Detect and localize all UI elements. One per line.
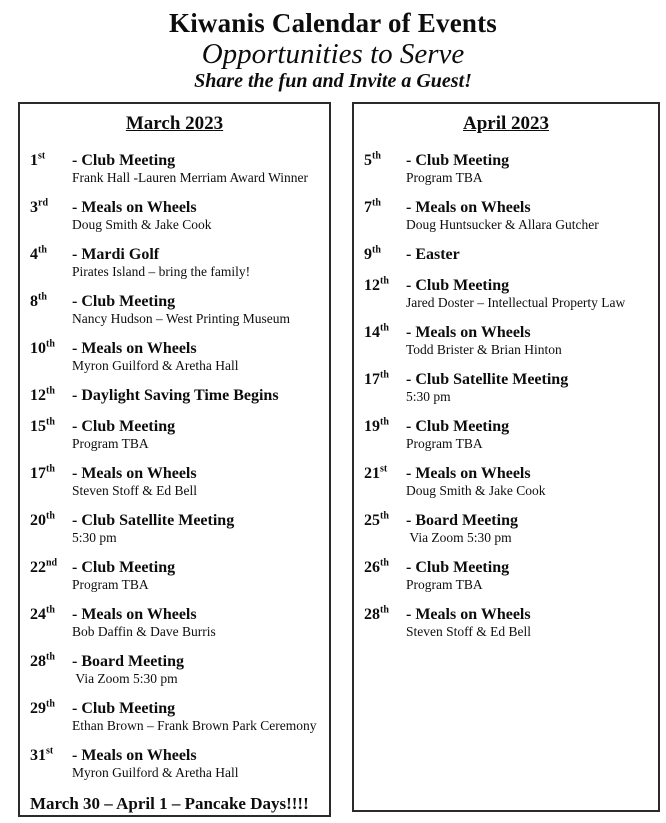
event-detail: Myron Guilford & Aretha Hall xyxy=(72,358,239,373)
event-row xyxy=(30,605,321,640)
event-day: 9th xyxy=(364,244,381,263)
event-day: 5th xyxy=(364,150,381,169)
event-title: - Club Satellite Meeting xyxy=(406,371,569,388)
event-detail: Steven Stoff & Ed Bell xyxy=(72,483,197,498)
event-row xyxy=(364,511,650,546)
event-row xyxy=(30,746,321,781)
event-detail: Myron Guilford & Aretha Hall xyxy=(72,765,239,780)
event-title: - Daylight Saving Time Begins xyxy=(72,387,279,404)
event-detail: Pirates Island – bring the family! xyxy=(72,264,251,279)
page-subtitle: Opportunities to Serve xyxy=(201,38,465,70)
event-row xyxy=(364,276,650,311)
event-day: 28th xyxy=(30,651,55,670)
event-row xyxy=(30,292,321,327)
event-title: - Meals on Wheels xyxy=(406,606,531,623)
event-detail: Program TBA xyxy=(72,577,149,592)
event-detail: Doug Huntsucker & Allara Gutcher xyxy=(406,217,599,232)
event-detail: Jared Doster – Intellectual Property Law xyxy=(406,295,626,310)
event-day: 19th xyxy=(364,416,389,435)
event-day: 31st xyxy=(30,745,54,764)
event-row xyxy=(30,198,321,233)
event-detail: 5:30 pm xyxy=(72,530,117,545)
event-detail: Ethan Brown – Frank Brown Park Ceremony xyxy=(72,718,317,733)
event-day: 3rd xyxy=(30,197,48,216)
event-title: - Meals on Wheels xyxy=(72,199,197,216)
document-header xyxy=(0,7,666,93)
event-title: - Meals on Wheels xyxy=(406,465,531,482)
event-day: 25th xyxy=(364,510,389,529)
event-day: 4th xyxy=(30,244,47,263)
event-row xyxy=(364,370,650,405)
event-title: - Meals on Wheels xyxy=(406,324,531,341)
event-title: - Club Meeting xyxy=(406,559,510,576)
event-title: - Board Meeting xyxy=(406,512,518,529)
event-day: 24th xyxy=(30,604,55,623)
month-panel-april xyxy=(352,102,660,812)
event-row xyxy=(30,245,321,280)
event-title: - Club Meeting xyxy=(406,277,510,294)
event-detail: Program TBA xyxy=(406,577,483,592)
event-day: 14th xyxy=(364,322,389,341)
event-title: - Board Meeting xyxy=(72,653,184,670)
event-title: - Club Meeting xyxy=(406,152,510,169)
event-detail: Via Zoom 5:30 pm xyxy=(72,671,178,686)
event-detail: Doug Smith & Jake Cook xyxy=(72,217,212,232)
event-detail: Frank Hall -Lauren Merriam Award Winner xyxy=(72,170,309,185)
event-detail: Bob Daffin & Dave Burris xyxy=(72,624,216,639)
event-day: 20th xyxy=(30,510,55,529)
event-day: 8th xyxy=(30,291,47,310)
event-detail: Via Zoom 5:30 pm xyxy=(406,530,512,545)
event-title: - Meals on Wheels xyxy=(72,606,197,623)
event-title: - Mardi Golf xyxy=(72,246,160,263)
event-day: 12th xyxy=(30,385,55,404)
event-row xyxy=(364,417,650,452)
event-day: 12th xyxy=(364,275,389,294)
event-row xyxy=(30,558,321,593)
event-row xyxy=(30,151,321,186)
month-heading-march: March 2023 xyxy=(125,113,224,134)
event-day: 21st xyxy=(364,463,388,482)
event-day: 28th xyxy=(364,604,389,623)
event-title: - Club Meeting xyxy=(72,418,176,435)
page-title: Kiwanis Calendar of Events xyxy=(169,8,497,38)
event-detail: 5:30 pm xyxy=(406,389,451,404)
event-day: 17th xyxy=(364,369,389,388)
event-row xyxy=(364,151,650,186)
event-title: - Club Meeting xyxy=(72,559,176,576)
event-title: - Meals on Wheels xyxy=(72,340,197,357)
event-title: - Easter xyxy=(406,246,460,263)
event-row xyxy=(30,511,321,546)
event-title: - Club Meeting xyxy=(406,418,510,435)
event-title: - Meals on Wheels xyxy=(72,465,197,482)
event-row xyxy=(364,558,650,593)
event-title: - Club Meeting xyxy=(72,700,176,717)
event-detail: Program TBA xyxy=(406,436,483,451)
event-day: 17th xyxy=(30,463,55,482)
event-row xyxy=(30,386,321,405)
event-detail: Program TBA xyxy=(72,436,149,451)
event-day: 1st xyxy=(30,150,46,169)
event-detail: Todd Brister & Brian Hinton xyxy=(406,342,562,357)
event-title: - Meals on Wheels xyxy=(72,747,197,764)
event-detail: Nancy Hudson – West Printing Museum xyxy=(72,311,291,326)
event-title: - Club Meeting xyxy=(72,293,176,310)
event-title: - Meals on Wheels xyxy=(406,199,531,216)
event-title: - Club Meeting xyxy=(72,152,176,169)
pancake-days-note: March 30 – April 1 – Pancake Days!!!! xyxy=(30,794,309,813)
event-row xyxy=(30,464,321,499)
event-row xyxy=(30,699,321,734)
event-day: 10th xyxy=(30,338,55,357)
event-detail: Steven Stoff & Ed Bell xyxy=(406,624,531,639)
event-row xyxy=(30,652,321,687)
event-day: 15th xyxy=(30,416,55,435)
month-heading-april: April 2023 xyxy=(462,113,550,134)
event-row xyxy=(364,245,650,264)
event-row xyxy=(364,605,650,640)
event-title: - Club Satellite Meeting xyxy=(72,512,235,529)
event-row xyxy=(30,339,321,374)
event-day: 26th xyxy=(364,557,389,576)
event-day: 22nd xyxy=(30,557,58,576)
event-list-april xyxy=(354,151,658,640)
event-detail: Doug Smith & Jake Cook xyxy=(406,483,546,498)
month-panel-march xyxy=(18,102,331,817)
page-tagline: Share the fun and Invite a Guest! xyxy=(194,70,472,92)
event-list-march xyxy=(20,151,329,781)
event-detail: Program TBA xyxy=(406,170,483,185)
event-row xyxy=(364,198,650,233)
event-row xyxy=(364,464,650,499)
event-row xyxy=(364,323,650,358)
event-day: 7th xyxy=(364,197,381,216)
event-day: 29th xyxy=(30,698,55,717)
event-row xyxy=(30,417,321,452)
